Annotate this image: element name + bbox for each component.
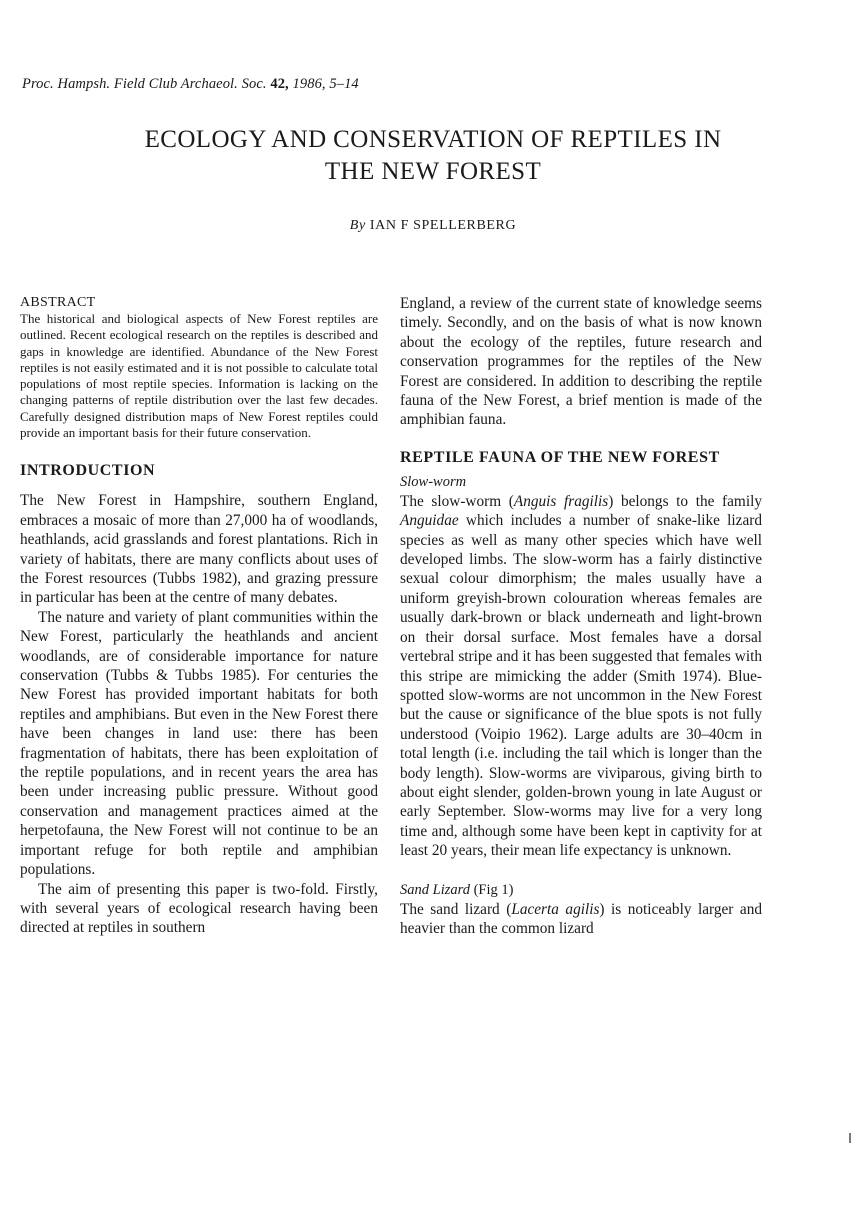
- sand-lizard-text-2: ) is noticeably larger and heavier than the common lizard: [400, 900, 762, 937]
- sand-lizard-subheading: [400, 881, 762, 900]
- citation-journal: Proc. Hampsh. Field Club Archaeol. Soc.: [22, 76, 267, 92]
- reptile-fauna-heading: REPTILE FAUNA OF THE NEW FOREST: [400, 448, 720, 466]
- journal-citation: [22, 76, 359, 93]
- abstract-section: [20, 294, 378, 441]
- citation-year-pages: 1986, 5–14: [292, 76, 359, 92]
- sand-lizard-figure-ref: (Fig 1): [473, 881, 514, 898]
- title-line-2: THE NEW FOREST: [324, 158, 542, 185]
- citation-volume: 42,: [270, 76, 289, 92]
- byline: [40, 218, 826, 234]
- right-column: [400, 294, 762, 938]
- intro-paragraph-3-continued: England, a review of the current state of knowledge seems timely. Secondly, and on the basis of what is now known about the ecology of the reptiles, future research and conservation programmes for the reptiles of the New Forest are considered. In addition to describing the reptile fauna of the New Forest, a brief mention is made of the amphibian fauna.: [400, 295, 762, 429]
- byline-by: By: [349, 218, 366, 233]
- abstract-heading: ABSTRACT: [20, 295, 96, 310]
- scan-mark: [849, 1133, 851, 1143]
- introduction-heading: INTRODUCTION: [20, 462, 156, 480]
- slow-worm-subheading: Slow-worm: [400, 473, 467, 490]
- sand-lizard-species-name: Lacerta agilis: [511, 900, 600, 918]
- sand-lizard-paragraph: [400, 900, 762, 939]
- left-column: [20, 294, 378, 938]
- slow-worm-family-name: Anguidae: [400, 512, 459, 530]
- intro-paragraph-2: The nature and variety of plant communities within the New Forest, particularly the heathlands and ancient woodlands, are of considerable importance for nature conservation (Tubbs & Tubbs 1985). For centuries the New Forest has provided important habitats for both reptiles and amphibians. But even in the New Forest there have been changes in land use: there has been fragmentation of habitats, there has been exploitation of the reptile populations, and in recent years the area has been under increasing public pressure. Without good conservation and management practices aimed at the herpetofauna, the New Forest will not continue to be an important refuge for both reptile and amphibian populations.: [20, 608, 378, 879]
- slow-worm-paragraph: [400, 492, 762, 861]
- slow-worm-text-1: The slow-worm (: [400, 492, 514, 510]
- slow-worm-species-name: Anguis fragilis: [513, 492, 609, 510]
- abstract-text: The historical and biological aspects of New Forest reptiles are outlined. Recent ecological research on the reptiles is described and gaps in knowledge are identified. Abundance of the New Forest reptiles is not easily estimated and it is not possible to calculate total populations of most reptile species. Information is lacking on the changing patterns of reptile distribution over the last few decades. Carefully designed distribution maps of New Forest reptiles could provide an important basis for their future conservation.: [20, 311, 378, 441]
- intro-paragraph-1: The New Forest in Hampshire, southern England, embraces a mosaic of more than 27,000 ha of woodlands, heathlands, acid grasslands and forest plantations. Rich in variety of habitats, there are many conflicts about uses of the Forest resources (Tubbs 1982), and grazing pressure in particular has been at the centre of many debates.: [20, 492, 378, 607]
- title-line-1: ECOLOGY AND CONSERVATION OF REPTILES IN: [144, 126, 722, 153]
- sand-lizard-text-1: The sand lizard (: [400, 900, 512, 918]
- slow-worm-text-2: ) belongs to the family: [608, 492, 762, 510]
- slow-worm-text-3: which includes a number of snake-like lizard species as well as many other species which have well developed limbs. The slow-worm has a fairly distinctive sexual colour dimorphism; the males usually have a uniform greyish-brown colouration whereas females are usually dark-brown or black underneath and light-brown on their dorsal surface. Most females have a dorsal vertebral stripe and it has been suggested that females with this stripe are mimicking the adder (Smith 1974). Blue-spotted slow-worms are not uncommon in the New Forest but the cause or significance of the blue spots is not fully understood (Voipio 1962). Large adults are 30–40cm in total length (i.e. including the tail which is longer than the body length). Slow-worms are viviparous, giving birth to about eight slender, golden-brown young in late August or early September. Slow-worms may live for a very long time and, although some have been kept in captivity for at least 20 years, their mean life expectancy is unknown.: [400, 512, 762, 860]
- sand-lizard-heading-text: Sand Lizard: [400, 881, 470, 898]
- paper-title: [40, 124, 826, 188]
- author-name: IAN F SPELLERBERG: [369, 218, 517, 233]
- intro-paragraph-3: The aim of presenting this paper is two-fold. Firstly, with several years of ecological research having been directed at reptiles in southern: [20, 880, 378, 937]
